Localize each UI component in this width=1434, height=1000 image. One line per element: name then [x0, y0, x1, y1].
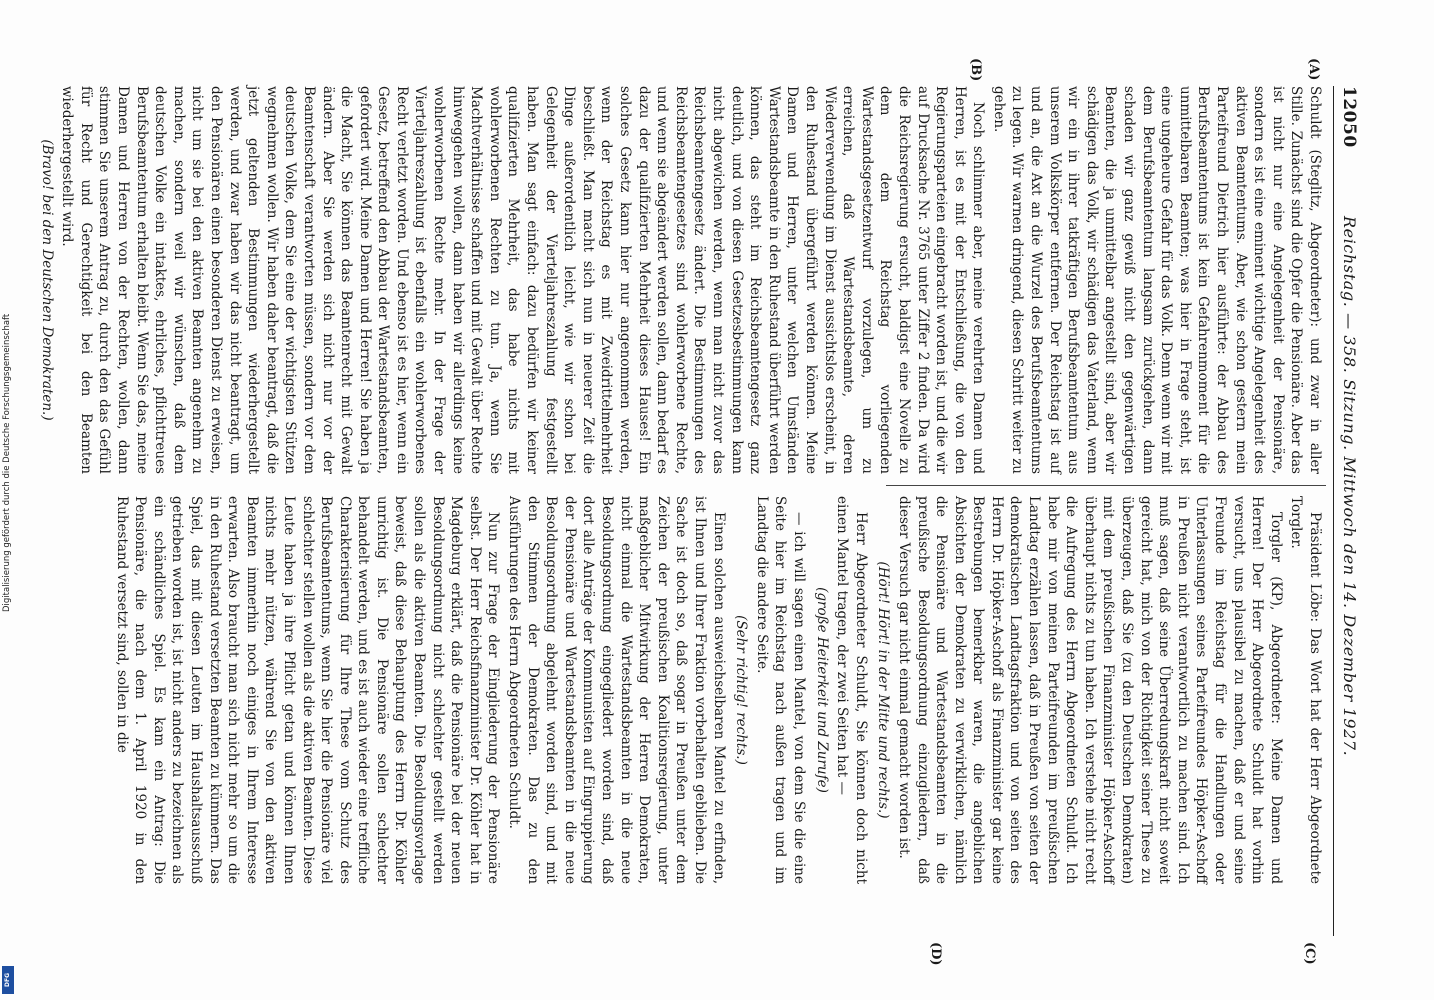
paragraph: — ich will sagen einen Mantel, von dem Sie die eine Seite hier im Reichstag nach außen tragen und im Landtag die andere Seite. [753, 496, 807, 884]
interjection: (Bravo! bei den Deutschen Demokraten.) [38, 139, 55, 421]
page-number: 12050 [1339, 86, 1359, 148]
document-page [0, 58, 1362, 966]
column-divider [886, 485, 1326, 486]
paragraph: Herr Abgeordneter Schuldt, Sie können doch nicht einen Mantel tragen, der zwei Seiten hat — [834, 496, 869, 884]
interjection: (Hört! Hört! in der Mitte und rechts.) [875, 561, 892, 819]
left-text-column [33, 86, 1324, 474]
running-header: Reichstag. — 358. Sitzung. Mittwoch den 14. Dezember 1927. [1340, 216, 1359, 757]
paragraph: Noch schlimmer aber, meine verehrten Damen und Herren, ist es mit der Entschließung, die von den Regierungsparteien eingebracht worden ist, und die wir auf Drucksache Nr. 3765 unter Ziffer 2 finden. Da wird die Reichsregierung ersucht, baldigst eine Novelle zu dem dem Reichstag vorliegenden Wartestandsgesetzentwurf vorzulegen, um zu erreichen, daß Wartestandsbeamte, deren Wiederverwendung im Dienst aussichtslos erscheint, in den Ruhestand übergeführt werden können. Meine Damen und Herren, unter welchen Umständen Wartestandsbeamte in den Ruhestand überführt werden können, das steht im Reichsbeamtengesetz ganz deutlich, und von diesen Gesetzesbestimmungen kann nicht abgewichen werden, wenn man nicht zuvor das Reichsbeamtengesetz ändert. Die Bestimmungen des Reichsbeamtengesetzes sind wohlerworbene Rechte, und wenn sie abgeändert werden sollen, dann bedarf es dazu der qualifizierten Mehrheit dieses Hauses! Ein solches Gesetz kann hier nur angenommen werden, wenn der Reichstag es mit Zweidrittelmehrheit beschließt. Man macht sich nun in neuerer Zeit die Dinge außerordentlich leicht, wie wir schon bei Gelegenheit der Vierteljahreszahlung festgestellt haben. Man sagt einfach: dazu bedürfen wir keiner qualifizierten Mehrheit, das habe nichts mit wohlerworbenen Rechten zu tun. Ja, wenn Sie Machtverhältnisse schaffen und mit Gewalt über Rechte hinweggehen wollen, dann haben wir allerdings keine wohlerworbenen Rechte mehr. In der Frage der Vierteljahreszahlung ist ebenfalls ein wohlerworbenes Recht verletzt worden. Und ebenso ist es hier, wenn ein Gesetz, betreffend den Abbau der Wartestandsbeamten, gefordert wird. Meine Damen und Herren! Sie haben ja die Macht, Sie können das Beamtenrecht mit Gewalt ändern. Aber Sie werden sich nicht nur vor der Beamtenschaft verantworten müssen, sondern vor dem deutschen Volke, dem Sie eine der wichtigsten Stützen wegnehmen wollen. Wir haben daher beantragt, daß die jetzt geltenden Bestimmungen wiederhergestellt werden, und zwar haben wir das nicht beantragt, um den Pensionären einen besonderen Dienst zu erweisen, nicht um sie bei den aktiven Beamten angenehm zu machen, sondern weil wir wünschen, daß dem deutschen Volke ein intaktes, ehrliches, pflichttreues Berufsbeamtentum erhalten bleibt. Wenn Sie das, meine Damen und Herren von der Rechten, wollen, dann stimmen Sie unserem Antrag zu, durch den das Gefühl für Recht und Gerechtigkeit bei den Beamten wiederhergestellt wird. [59, 86, 987, 474]
dfg-logo-icon: DFG [2, 966, 14, 994]
margin-mark-a: (A) [1306, 58, 1321, 81]
paragraph: Nun zur Frage der Eingliederung der Pensionäre selbst. Der Herr Reichsfinanzminister Dr. Köhler hat in Magdeburg erklärt, daß die Pensionäre bei der neuen Besoldungsordnung nicht schlechter gestellt werden sollen als die aktiven Beamten. Die Besoldungsvorlage beweist, daß diese Behauptung des Herrn Dr. Köhler unrichtig ist. Die Pensionäre sollen schlechter behandelt werden, und es ist auch wieder eine treffliche Charakterisierung für Ihre These vom Schutz des Berufsbeamtentums, wenn Sie hier die Pensionäre viel schlechter stellen wollen als die aktiven Beamten. Diese Leute haben ja ihre Pflicht getan und können Ihnen nichts mehr nützen, während Sie von den aktiven Beamten immerhin noch einiges in Ihrem Interesse erwarten. Also braucht man sich nicht mehr so um die in den Ruhestand versetzten Beamten zu kümmern. Das Spiel, das mit diesen Leuten im Haushaltsausschuß getrieben worden ist, ist nicht anders zu bezeichnen als ein schändliches Spiel. Es kam ein Antrag: Die Pensionäre, die nach dem 1. April 1920 in den Ruhestand versetzt sind, sollen in die [113, 496, 502, 884]
paragraph: Einen solchen ausweichselbaren Mantel zu erfinden, ist Ihnen und Ihrer Fraktion vorbehalten geblieben. Die Sache ist doch so, daß sogar in Preußen unter dem Zeichen der preußischen Koalitionsregierung, unter maßgeblicher Mitwirkung der Herren Demokraten, nicht einmal die Wartestandsbeamten in die neue Besoldungsordnung eingegliedert worden sind, daß dort alle Anträge der Kommunisten auf Eingruppierung der Pensionäre und Wartestandsbeamten in die neue Besoldungsordnung abgelehnt worden sind, und mit den Stimmen der Demokraten. Das zu den Ausführungen des Herrn Abgeordneten Schuldt. [506, 496, 727, 884]
paragraph: Schuldt (Steglitz, Abgeordneter): und zwar in aller Stille. Zunächst sind die Opfer die Pensionäre. Aber das ist nicht nur eine Angelegenheit der Pensionäre, sondern es ist eine eminent wichtige Angelegenheit des aktiven Beamtentums. Aber, wie schon gestern mein Parteifreund Dietrich hier ausführte: der Abbau des Berufsbeamtentums ist kein Gefahrenmoment für die unmittelbaren Beamten; was hier in Frage steht, ist eine ungeheure Gefahr für das Volk. Denn wenn wir mit dem Berufsbeamtentum langsam zurückgehen, dann schaden wir ganz gewiß nicht den gegenwärtigen Beamten, die ja unmittelbar angestellt sind, aber wir schädigen das Volk, wir schädigen das Vaterland, wenn wir ein in ihrer tatkräftigen Berufsbeamtentum aus unserem Volkskörper entfernen. Der Reichstag ist auf und an, die Axt an die Wurzel des Berufsbeamtentums zu legen. Wir warnen dringend, diesen Schritt weiter zu gehen. [990, 86, 1323, 474]
margin-mark-c: (C) [1302, 942, 1317, 965]
paragraph: Präsident Löbe: Das Wort hat der Herr Abgeordnete Torgler. [1288, 496, 1323, 884]
paragraph: Torgler (KP), Abgeordneter: Meine Damen und Herren! Der Herr Abgeordnete Schuldt hat vorhin versucht, uns plausibel zu machen, daß er und seine Freunde im Reichstag für die Handlungen oder Unterlassungen seines Parteifreundes Höpker-Aschoff in Preußen nicht verantwortlich zu machen sind. Ich muß sagen, daß seine Überredungskraft nicht soweit gereicht hat, mich von der Richtigkeit seiner These zu überzeugen, daß Sie (zu den Deutschen Demokraten) mit dem preußischen Finanzminister Höpker-Aschoff überhaupt nichts zu tun haben. Ich verstehe nicht recht die Aufregung des Herrn Abgeordneten Schuldt. Ich habe mir von meinen Parteifreunden im preußischen Landtag erzählen lassen, daß in Preußen von seiten der demokratischen Landtagsfraktion und von seiten des Herrn Dr. Höpker-Aschoff als Finanzminister gar keine Bestrebungen bemerkbar waren, die angeblichen Absichten der Demokraten zu verwirklichen, nämlich die Pensionäre und Wartestandsbeamten in die preußische Besoldungsordnung einzugliedern, daß dieser Versuch gar nicht einmal gemacht worden ist. [895, 496, 1284, 884]
header-rule [1333, 86, 1334, 936]
interjection: (Sehr richtig! rechts.) [733, 615, 750, 765]
margin-mark-b: (B) [968, 58, 983, 82]
right-text-column [110, 496, 1324, 884]
digitization-credit: Digitalisierung gefördert durch die Deutsche Forschungsgemeinschaft [2, 313, 12, 612]
interjection: (große Heiterkeit und Zurufe) [813, 587, 830, 793]
margin-mark-d: (D) [928, 942, 943, 966]
